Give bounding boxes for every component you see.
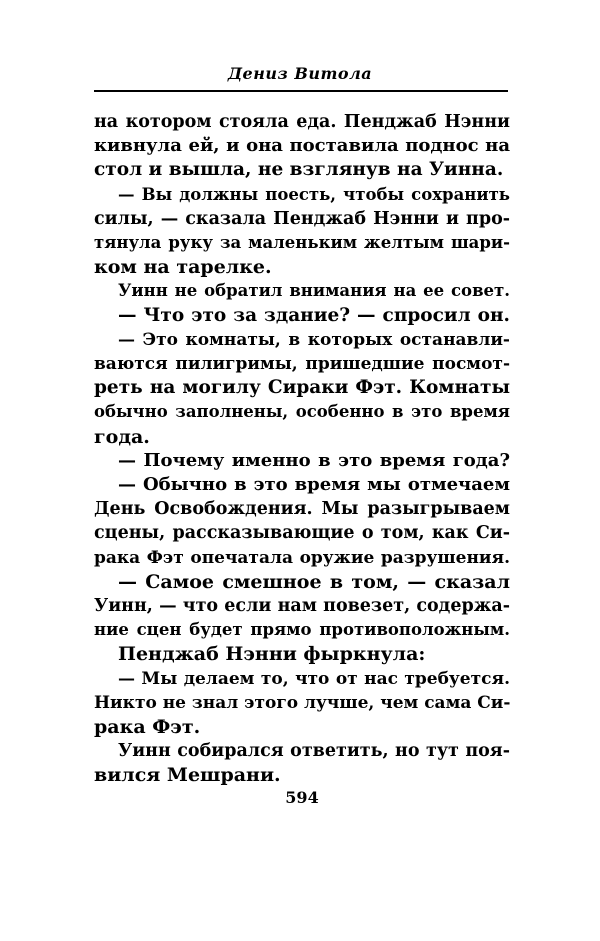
text-line: — Обычно в это время мы отмечаем (118, 474, 510, 496)
body-text (94, 110, 510, 788)
text-line: рака Фэт. (94, 716, 201, 739)
text-line: года. (94, 425, 150, 448)
text-line: ком на тарелке. (94, 256, 272, 279)
text-line: обычно заполнены, особенно в это время (94, 402, 510, 422)
text-line: — Мы делаем то, что от нас требуется. (118, 668, 510, 689)
text-line: тянула руку за маленьким желтым шари- (94, 233, 510, 253)
text-line: — Вы должны поесть, чтобы сохранить (118, 184, 510, 204)
text-line: на котором стояла еда. Пенджаб Нэнни (94, 112, 510, 132)
text-line: — Почему именно в это время года? (118, 449, 510, 471)
header-rule (94, 90, 508, 92)
text-line: ваются пилигримы, пришедшие посмот- (94, 354, 510, 375)
text-line: стол и вышла, не взглянув на Уинна. (94, 159, 504, 181)
text-line: День Освобождения. Мы разыгрываем (94, 499, 510, 520)
text-line: силы, — сказала Пенджаб Нэнни и про- (94, 208, 510, 229)
text-line: — Это комнаты, в которых останавли- (118, 329, 510, 350)
text-line: Никто не знал этого лучше, чем сама Си- (94, 692, 511, 713)
text-line: Пенджаб Нэнни фыркнула: (118, 643, 426, 666)
text-line: — Что это за здание? — спросил он. (118, 304, 510, 326)
text-line: Уинн не обратил внимания на ее совет. (118, 281, 510, 301)
running-head: Дениз Витола (227, 64, 373, 83)
text-line: Уинн собирался ответить, но тут поя- (118, 741, 510, 762)
text-line: кивнула ей, и она поставила поднос на (94, 135, 510, 157)
text-line: вился Мешрани. (94, 764, 281, 787)
text-line: сцены, рассказывающие о том, как Си- (94, 523, 510, 544)
text-line: ние сцен будет прямо противоположным. (94, 620, 510, 640)
text-line: Уинн, — что если нам повезет, содержа- (94, 596, 510, 617)
page-number: 594 (285, 788, 319, 807)
text-line: рака Фэт опечатала оружие разрушения. (94, 547, 510, 568)
text-line: — Самое смешное в том, — сказал (118, 570, 510, 593)
text-line: реть на могилу Сираки Фэт. Комнаты (94, 377, 510, 399)
